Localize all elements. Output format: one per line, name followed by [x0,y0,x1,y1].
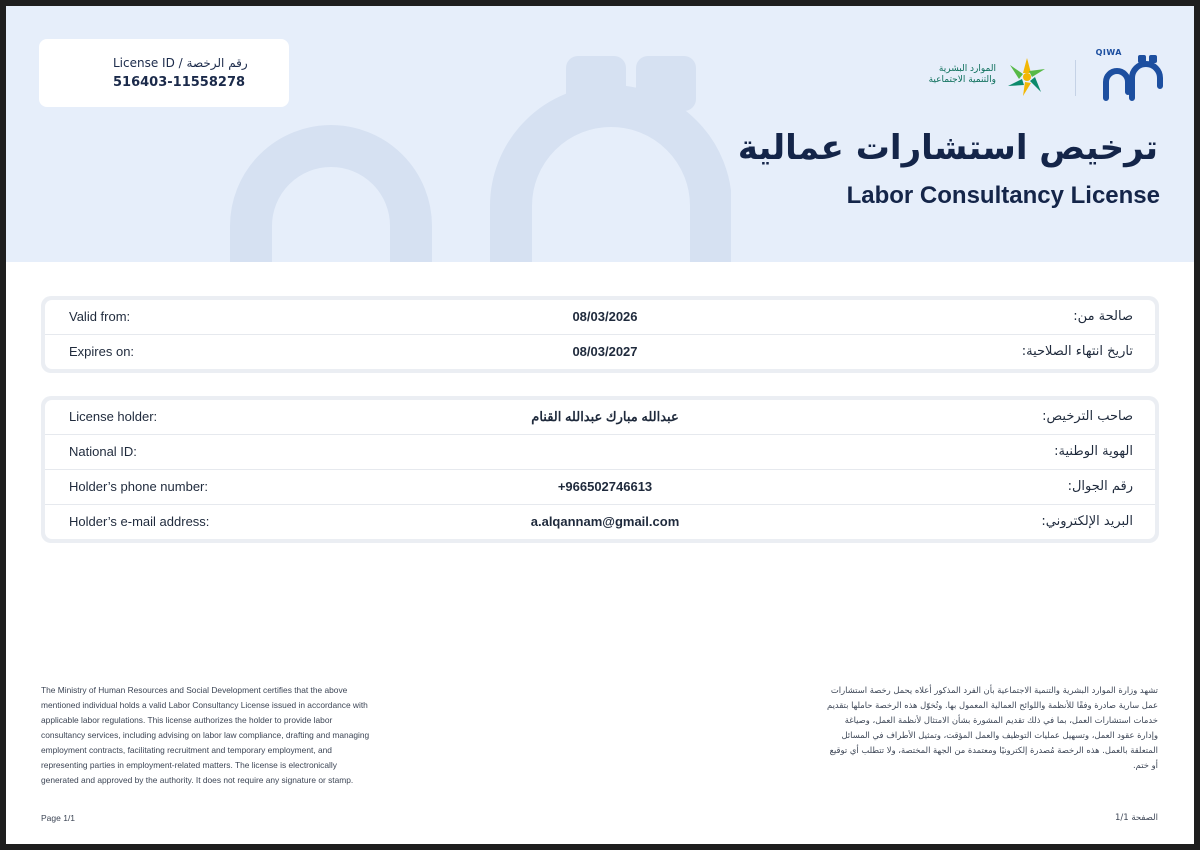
license-id-card [39,39,289,107]
row-label-en: Holder’s e-mail address: [69,514,210,529]
table-row [45,335,1155,369]
table-row [45,505,1155,539]
row-label-ar: رقم الجوال: [1067,479,1133,494]
certification-text-english: The Ministry of Human Resources and Social Development certifies that the above mentioned individual holds a valid Labor Consultancy License issued in accordance with applicable labor regulations. This license authorizes the holder to provide labor consultancy services, including advising on labor law compliance, drafting and managing employment contracts, facilitating recruitment and temporary employment, and representing parties in employment-related matters. The license is electronically generated and approved by the authority. It does not require any signature or stamp. [41,685,370,785]
row-label-ar: صاحب الترخيص: [1042,409,1133,424]
title-english: Labor Consultancy License [846,182,1160,209]
row-label-en: National ID: [69,444,137,459]
title-arabic: ترخيص استشارات عمالية [737,128,1158,168]
holder-table [41,396,1159,543]
table-row [45,435,1155,470]
row-label-en: Expires on: [69,344,135,359]
table-row [45,300,1155,335]
ministry-name-line1: الموارد البشرية [938,64,996,74]
logos [904,46,1164,106]
row-value: +966502746613 [557,479,653,494]
license-document [6,6,1194,844]
qiwa-watermark-icon [211,56,731,262]
row-value: a.alqannam@gmail.com [530,514,680,529]
row-label-ar: البريد الإلكتروني: [1041,514,1133,529]
document-header [6,6,1194,262]
row-label-ar: تاريخ انتهاء الصلاحية: [1021,344,1133,359]
ministry-name-line2: والتنمية الاجتماعية [928,75,996,85]
validity-table [41,296,1159,373]
row-value: 08/03/2026 [572,309,638,324]
row-value: عبدالله مبارك عبدالله القنام [531,409,679,424]
page-number-arabic: الصفحة 1/1 [1114,813,1158,823]
ministry-logo-text [929,64,996,86]
ministry-star-logo-icon [1000,56,1054,98]
row-label-en: Holder’s phone number: [69,479,208,494]
row-value: 08/03/2027 [572,344,638,359]
license-id-label: License ID / رقم الرخصة [113,56,248,70]
row-label-en: License holder: [69,409,158,424]
qiwa-logo-icon [1096,46,1164,106]
qiwa-label: QIWA [1095,48,1122,57]
certification-text-arabic: تشهد وزارة الموارد البشرية والتنمية الاجتماعية بأن الفرد المذكور أعلاه يحمل رخصة استشارات عمل سارية صادرة وفقًا للأنظمة واللوائح العمالية المعمول بها. وتُخوّل هذه الرخصة حاملها بتقديم خدمات استشارات العمل، بما في ذلك تقديم المشورة بشأن الامتثال لأنظمة العمل، وصياغة وإدارة عقود العمل، وتسهيل عمليات التوظيف والعمل المؤقت، وتمثيل الأطراف في المسائل المتعلقة بالعمل. هذه الرخصة مُصدرة إلكترونيًا ومعتمدة من الجهة المختصة، ولا تتطلب أي توقيع أو ختم. [827,685,1158,770]
table-row [45,400,1155,435]
license-id-value: 516403-11558278 [113,75,246,90]
row-label-en: Valid from: [69,309,131,324]
row-label-ar: صالحة من: [1073,309,1133,324]
table-row [45,470,1155,505]
row-label-ar: الهوية الوطنية: [1054,444,1133,459]
page-number-english: Page 1/1 [41,813,76,823]
logo-divider [1075,60,1076,96]
